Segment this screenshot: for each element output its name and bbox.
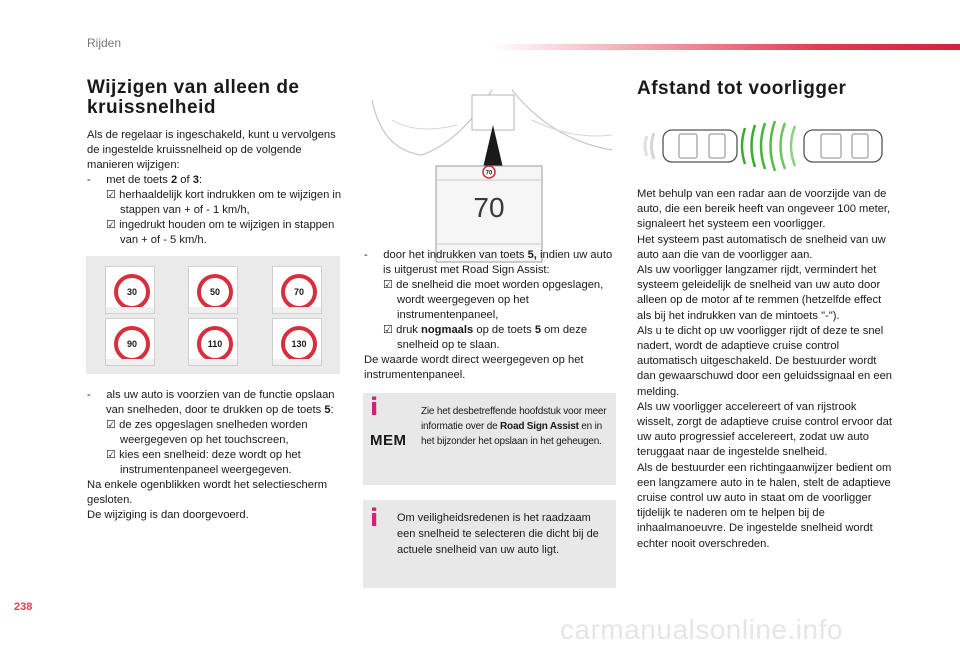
left-bullet-4: ☑ kies een snelheid: deze wordt op het instrumentenpaneel weergegeven. bbox=[106, 449, 301, 476]
speed-limit-sign-icon: 110 bbox=[197, 326, 233, 362]
cluster-speed-display: 70 bbox=[473, 192, 505, 223]
left-closing-1: Na enkele ogenblikken wordt het selectiescherm gesloten. bbox=[87, 479, 328, 506]
checkbox-icon: ☑ bbox=[106, 219, 117, 231]
speed-sign-card bbox=[188, 266, 238, 314]
header-accent-bar bbox=[490, 44, 960, 50]
left-bullet-2: ☑ ingedrukt houden om te wijzigen in stappen van + of - 5 km/h. bbox=[106, 219, 335, 246]
cluster-sign-value: 70 bbox=[485, 170, 493, 177]
checkbox-icon: ☑ bbox=[106, 449, 117, 461]
watermark: carmanualsonline.info bbox=[560, 614, 843, 645]
following-car-icon bbox=[645, 130, 737, 162]
right-title: Afstand tot voorligger bbox=[637, 78, 847, 99]
speed-limit-sign-icon: 70 bbox=[281, 274, 317, 310]
speed-limit-sign-icon: 30 bbox=[114, 274, 150, 310]
speed-sign-card bbox=[272, 266, 322, 314]
lead-car-icon bbox=[804, 130, 882, 162]
middle-closing: De waarde wordt direct weergegeven op het instrumentenpaneel. bbox=[364, 354, 584, 381]
speed-limit-sign-icon: 90 bbox=[114, 326, 150, 362]
left-bullet-1: ☑ herhaaldelijk kort indrukken om te wijzigen in stappen van + of - 1 km/h, bbox=[106, 189, 342, 216]
left-dash2: - als uw auto is voorzien van de functie opslaan van snelheden, door te drukken op de toets 5: bbox=[87, 389, 335, 416]
speed-sign-panel bbox=[86, 256, 340, 374]
info-box-safety-text: Om veiligheidsredenen is het raadzaam een snelheid te selecteren die dicht bij de actuele snelheid van uw auto ligt. bbox=[397, 512, 599, 556]
middle-bullet-2: ☑ druk nogmaals op de toets 5 om deze snelheid op te slaan. bbox=[383, 324, 588, 351]
checkbox-icon: ☑ bbox=[106, 189, 117, 201]
left-instructions bbox=[87, 128, 342, 248]
section-label: Rijden bbox=[87, 36, 122, 50]
radar-cars-illustration bbox=[637, 118, 892, 174]
middle-bullet-1: ☑ de snelheid die moet worden opgeslagen, wordt weergegeven op het instrumentenpaneel, bbox=[383, 279, 604, 321]
speed-limit-sign-icon: 50 bbox=[197, 274, 233, 310]
speed-sign-card bbox=[105, 266, 155, 314]
left-title: Wijzigen van alleen de kruissnelheid bbox=[87, 77, 300, 118]
info-box-memory bbox=[363, 393, 616, 485]
instrument-cluster-illustration bbox=[362, 80, 617, 265]
speed-limit-sign-icon: 130 bbox=[281, 326, 317, 362]
checkbox-icon: ☑ bbox=[383, 324, 394, 336]
checkbox-icon: ☑ bbox=[106, 419, 117, 431]
middle-instructions bbox=[364, 248, 616, 383]
radar-waves-icon bbox=[742, 121, 795, 171]
middle-dash: - door het indrukken van toets 5, indien uw auto is uitgerust met Road Sign Assist: bbox=[364, 249, 613, 276]
speed-sign-card bbox=[272, 318, 322, 366]
checkbox-icon: ☑ bbox=[383, 279, 394, 291]
info-box-memory-text: Zie het desbetreffende hoofdstuk voor meer informatie over de Road Sign Assist en in het bijzonder het opslaan in het geheugen. bbox=[421, 406, 607, 447]
speed-sign-card bbox=[188, 318, 238, 366]
left-closing-2: De wijziging is dan doorgevoerd. bbox=[87, 509, 249, 521]
left-bullet-3: ☑ de zes opgeslagen snelheden worden weergegeven op het touchscreen, bbox=[106, 419, 308, 446]
left-memory-instructions bbox=[87, 388, 345, 523]
info-box-safety bbox=[363, 500, 616, 588]
page-number: 238 bbox=[14, 601, 33, 613]
right-body-text: Met behulp van een radar aan de voorzijde van de auto, die een bereik heeft van ongeveer 100 meter, signaleert het systeem een voorligger. Het systeem past automatisch de snelheid van uw auto aan die van de voorligger aan. Als uw voorligger langzamer rijdt, vermindert het systeem geleidelijk de snelheid van uw auto door alleen op de motor af te remmen (hetzelfde effect als bij het indrukken van de mintoets "-"). Als u te dicht op uw voorligger rijdt of deze te snel nadert, wordt de adaptieve cruise control automatisch uitgeschakeld. De bestuurder wordt dan gewaarschuwd door een geluidssignaal en een melding. Als uw voorligger accelereert of van rijstrook wisselt, zorgt de adaptieve cruise control ervoor dat uw auto progressief accelereert, zodat uw auto teruggaat naar de ingestelde snelheid. Als de bestuurder een richtingaanwijzer bedient om een langzamere auto in te halen, stelt de adaptieve cruise control uw auto in staat om de voorligger tijdelijk te naderen om te helpen bij de inhaalmanoeuvre. De ingestelde snelheid wordt echter nooit overschreden. bbox=[637, 188, 893, 550]
info-icon: i bbox=[370, 504, 379, 532]
left-dash1: - met de toets 2 of 3: bbox=[87, 174, 203, 186]
left-intro: Als de regelaar is ingeschakeld, kunt u vervolgens de ingestelde kruissnelheid op de volgende manieren wijzigen: bbox=[87, 129, 336, 171]
speed-sign-card bbox=[105, 318, 155, 366]
info-icon: i bbox=[370, 393, 379, 421]
mem-icon: MEM bbox=[370, 432, 407, 449]
